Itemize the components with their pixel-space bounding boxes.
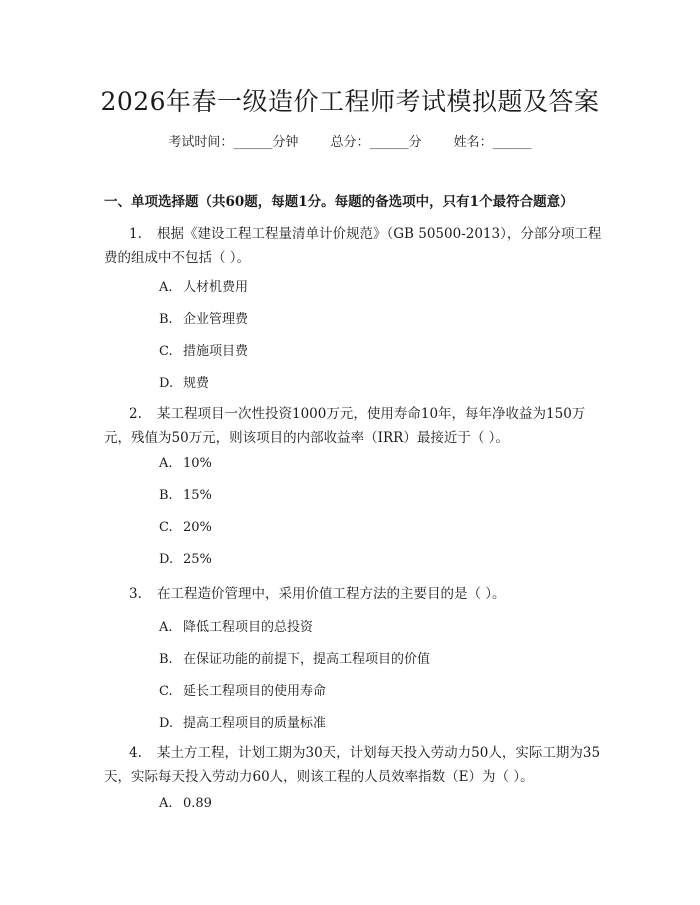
total-score-blank: ______ xyxy=(369,135,409,150)
option-label: C. xyxy=(159,344,173,359)
option-text: 规费 xyxy=(183,376,210,391)
question-text: 某工程项目一次性投资1000万元，使用寿命10年，每年净收益为150万元，残值为50万元，则该项目的内部收益率（IRR）最接近于（ ）。 xyxy=(104,406,586,446)
exam-time-label: 考试时间： xyxy=(168,135,234,150)
option-3a xyxy=(159,616,313,635)
option-text: 25% xyxy=(183,552,212,567)
option-3b xyxy=(159,648,430,667)
exam-time-blank: ______ xyxy=(233,135,273,150)
option-text: 15% xyxy=(183,488,212,503)
option-4a xyxy=(159,796,212,811)
question-number: 2. xyxy=(129,406,142,422)
section-heading-single-choice: 一、单项选择题（共60题，每题1分。每题的备选项中，只有1个最符合题意） xyxy=(104,194,574,210)
option-label: A. xyxy=(159,796,173,811)
option-label: D. xyxy=(159,376,174,391)
option-label: C. xyxy=(159,684,173,699)
option-text: 延长工程项目的使用寿命 xyxy=(183,684,327,699)
option-text: 人材机费用 xyxy=(183,280,249,295)
option-label: A. xyxy=(159,280,173,295)
option-2b xyxy=(159,488,212,503)
option-text: 降低工程项目的总投资 xyxy=(183,620,314,635)
question-text: 某土方工程，计划工期为30天，计划每天投入劳动力50人，实际工期为35天，实际每天投入劳动力60人，则该工程的人员效率指数（E）为（ ）。 xyxy=(104,745,601,785)
option-label: B. xyxy=(159,312,173,327)
option-label: B. xyxy=(159,488,173,503)
option-3d xyxy=(159,712,326,731)
total-score-label: 总分： xyxy=(330,135,370,150)
option-text: 20% xyxy=(183,520,212,535)
option-text: 企业管理费 xyxy=(183,312,249,327)
question-number: 4. xyxy=(129,745,142,761)
option-2d xyxy=(159,552,212,567)
option-2a xyxy=(159,456,212,471)
exam-meta-line xyxy=(0,131,700,150)
total-score-field xyxy=(330,135,421,150)
question-text: 根据《建设工程工程量清单计价规范》（GB 50500-2013），分部分项工程费的组成中不包括（ ）。 xyxy=(104,226,602,266)
option-text: 10% xyxy=(183,456,212,471)
question-4 xyxy=(104,741,602,789)
option-label: D. xyxy=(159,552,174,567)
exam-time-field xyxy=(168,135,298,150)
option-label: C. xyxy=(159,520,173,535)
option-1d xyxy=(159,372,209,391)
option-label: A. xyxy=(159,620,173,635)
option-text: 提高工程项目的质量标准 xyxy=(183,716,327,731)
exam-time-unit: 分钟 xyxy=(272,135,299,150)
option-label: D. xyxy=(159,716,174,731)
option-text: 0.89 xyxy=(183,796,212,811)
option-1b xyxy=(159,308,248,327)
page-title: 2026年春一级造价工程师考试模拟题及答案 xyxy=(100,87,600,116)
question-1 xyxy=(104,222,602,270)
total-score-unit: 分 xyxy=(408,135,422,150)
question-2 xyxy=(104,402,602,450)
name-label: 姓名： xyxy=(453,135,493,150)
option-label: A. xyxy=(159,456,173,471)
option-text: 在保证功能的前提下，提高工程项目的价值 xyxy=(183,652,431,667)
option-label: B. xyxy=(159,652,173,667)
option-1c xyxy=(159,340,248,359)
option-3c xyxy=(159,680,326,699)
name-blank: ______ xyxy=(492,135,532,150)
question-3 xyxy=(104,582,602,606)
option-1a xyxy=(159,276,248,295)
option-2c xyxy=(159,520,212,535)
name-field xyxy=(454,135,532,150)
question-number: 1. xyxy=(129,226,142,242)
question-text: 在工程造价管理中，采用价值工程方法的主要目的是（ ）。 xyxy=(157,586,506,602)
option-text: 措施项目费 xyxy=(183,344,249,359)
question-number: 3. xyxy=(129,586,142,602)
